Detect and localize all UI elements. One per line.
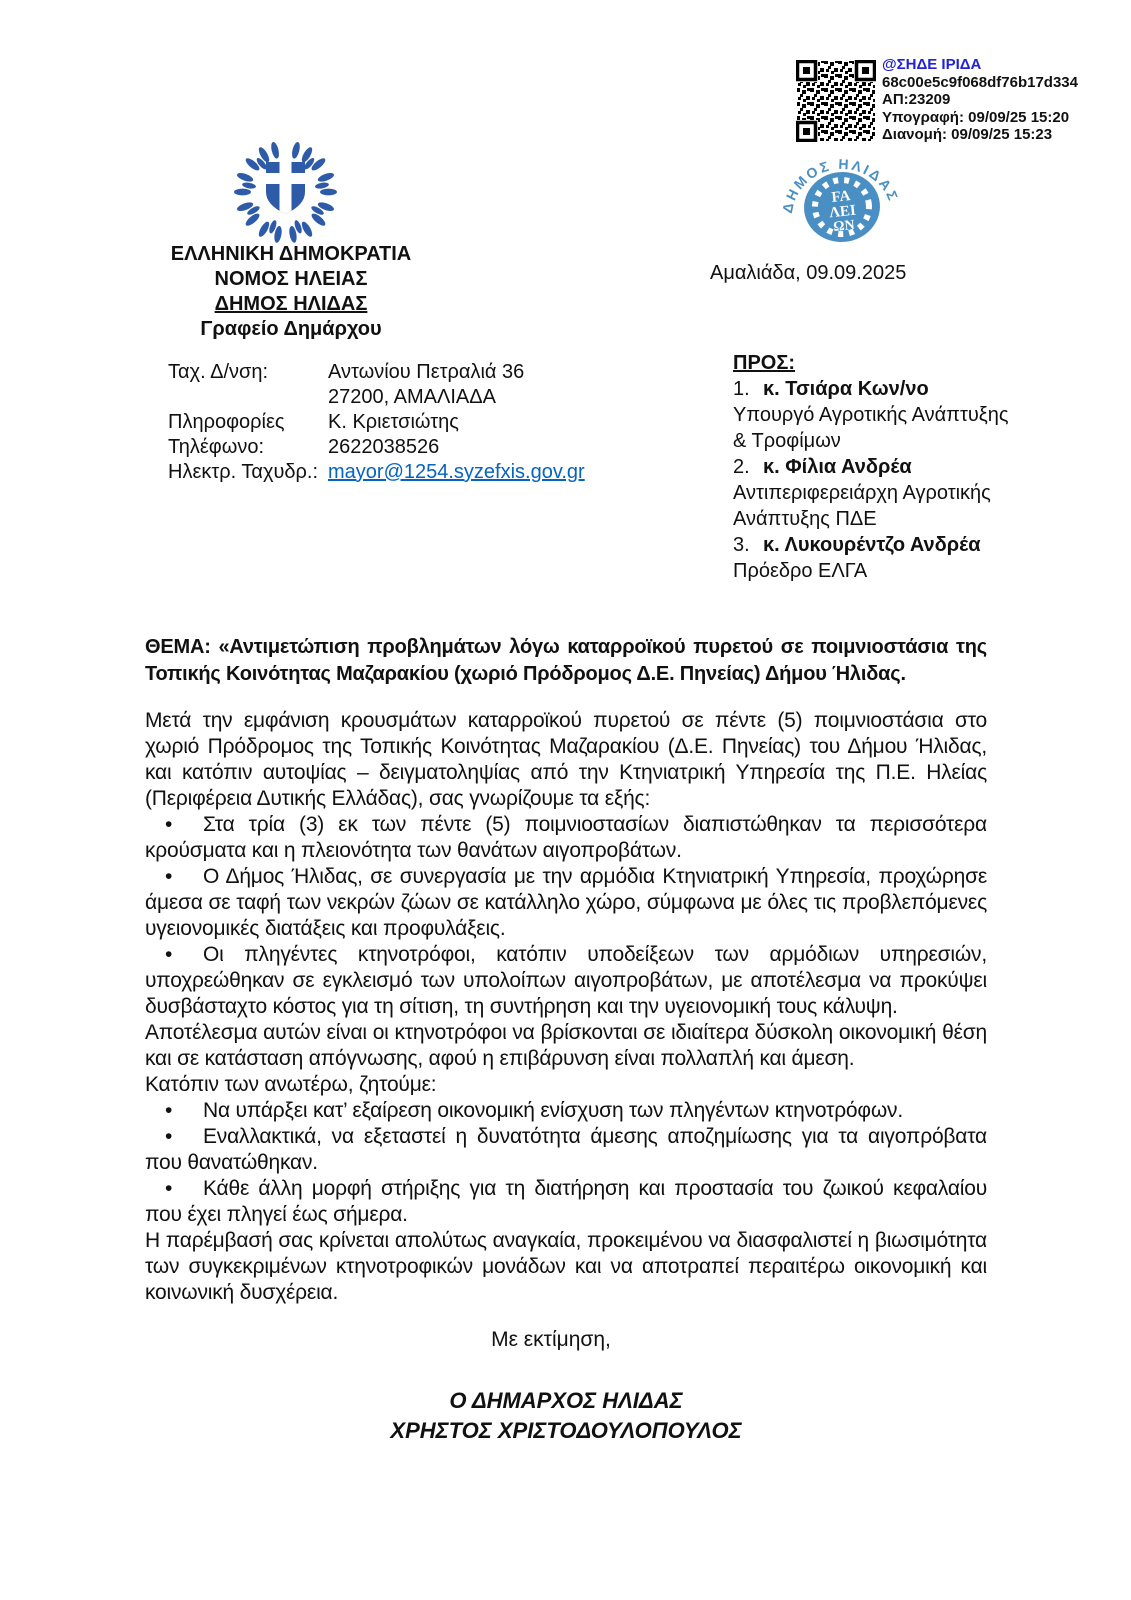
- contact-value: Αντωνίου Πετραλιά 36: [328, 361, 525, 383]
- contact-value: Κ. Κριετσιώτης: [328, 411, 459, 433]
- seal-center-line1: FA: [830, 188, 852, 206]
- header-republic: ΕΛΛΗΝΙΚΗ ΔΗΜΟΚΡΑΤΙΑ: [170, 243, 412, 265]
- recipients-list: [733, 376, 1025, 584]
- seal-arc-text: ΔΗΜΟΣ ΗΛΙΔΑΣ: [778, 155, 903, 215]
- body-paragraph-text: Η παρέμβασή σας κρίνεται απολύτως αναγκαία, προκειμένου να διασφαλιστεί η βιωσιμότητα των συγκεκριμένων κτηνοτροφικών μονάδων και να αποτραπεί περαιτέρω οικονομική και κοινωνική δυσχέρεια.: [145, 1229, 987, 1304]
- recipient-number: 1.: [733, 378, 750, 400]
- signer-name: ΧΡΗΣΤΟΣ ΧΡΙΣΤΟΔΟΥΛΟΠΟΥΛΟΣ: [390, 1418, 742, 1443]
- contact-label: Τηλέφωνο:: [168, 436, 265, 458]
- body-paragraph: [145, 1228, 987, 1306]
- body-paragraph: [145, 864, 987, 942]
- municipal-seal: [778, 145, 910, 260]
- iris-stamp-label: @ΣΗΔΕ ΙΡΙΔΑ: [882, 56, 982, 73]
- qr-finder-top-left: [796, 60, 818, 82]
- recipient-name: κ. Φίλια Ανδρέα: [763, 456, 912, 478]
- recipients-title: ΠΡΟΣ:: [733, 352, 796, 374]
- contact-label: Ταχ. Δ/νση:: [168, 361, 269, 383]
- iris-stamp-text: [882, 56, 1078, 144]
- body-paragraph: [145, 1072, 987, 1098]
- recipient-name-line: [733, 376, 1025, 402]
- bullet-marker: •: [165, 1177, 173, 1200]
- body-paragraph: [145, 1020, 987, 1072]
- header-prefecture: ΝΟΜΟΣ ΗΛΕΙΑΣ: [214, 268, 368, 290]
- recipient-number: 2.: [733, 456, 750, 478]
- body-paragraph: [145, 942, 987, 1020]
- body-paragraph-text: Ο Δήμος Ήλιδας, σε συνεργασία με την αρμόδια Κτηνιατρική Υπηρεσία, προχώρησε άμεσα σε ταφή των νεκρών ζώων σε κατάλληλο χώρο, σύμφωνα με όλες τις προβλεπόμενες υγειονομικές διατάξεις και προφυλάξεις.: [145, 865, 987, 940]
- body-paragraph: [145, 1176, 987, 1228]
- bullet-marker: •: [165, 943, 173, 966]
- contact-row: [168, 435, 585, 460]
- contact-row: [168, 460, 585, 485]
- contact-row: [168, 385, 585, 410]
- bullet-marker: •: [165, 1099, 173, 1122]
- recipient-name-line: [733, 532, 1025, 558]
- body-paragraph-text: Οι πληγέντες κτηνοτρόφοι, κατόπιν υποδείξεων των αρμόδιων υπηρεσιών, υποχρεώθηκαν σε εγκλεισμό των υπολοίπων αιγοπροβάτων, με αποτέλεσμα να προκύψει δυσβάσταχτο κόστος για τη σίτιση, τη συντήρηση και την υγειονομική τους κάλυψη.: [145, 943, 987, 1018]
- bullet-marker: •: [165, 1125, 173, 1148]
- qr-finder-top-right: [854, 60, 876, 82]
- qr-finder-bottom-left: [796, 120, 818, 142]
- body-paragraph-text: Μετά την εμφάνιση κρουσμάτων καταρροϊκού πυρετού σε πέντε (5) ποιμνιοστάσια στο χωριό Πρόδρομος της Τοπικής Κοινότητας Μαζαρακίου (Δ.Ε. Πηνείας) του Δήμου Ήλιδας, και κατόπιν αυτοψίας – δειγματοληψίας από την Κτηνιατρική Υπηρεσία της Π.Ε. Ηλείας (Περιφέρεια Δυτικής Ελλάδας), σας γνωρίζουμε τα εξής:: [145, 709, 987, 810]
- recipient-number: 3.: [733, 534, 750, 556]
- recipient-role: Αντιπεριφερειάρχη Αγροτικής Ανάπτυξης ΠΔΕ: [733, 482, 991, 530]
- body-paragraph-text: Κατόπιν των ανωτέρω, ζητούμε:: [145, 1073, 437, 1096]
- body-paragraph-text: Εναλλακτικά, να εξεταστεί η δυνατότητα άμεσης αποζημίωσης για τα αιγοπρόβατα που θανατώθηκαν.: [145, 1125, 987, 1174]
- contact-row: [168, 360, 585, 385]
- body-paragraph: [145, 708, 987, 812]
- iris-stamp-hash: 68c00e5c9f068df76b17d334: [882, 73, 1078, 91]
- header-office: Γραφείο Δημάρχου: [200, 318, 382, 340]
- date-line: Αμαλιάδα, 09.09.2025: [710, 262, 907, 284]
- seal-center-line3: ΩΝ: [832, 217, 856, 235]
- header-municipality: ΔΗΜΟΣ ΗΛΙΔΑΣ: [214, 293, 368, 315]
- body-paragraph-text: Να υπάρξει κατ’ εξαίρεση οικονομική ενίσχυση των πληγέντων κτηνοτρόφων.: [203, 1099, 903, 1122]
- bullet-marker: •: [165, 813, 173, 836]
- qr-code-image: [796, 60, 876, 142]
- recipient-role: Υπουργό Αγροτικής Ανάπτυξης & Τροφίμων: [733, 404, 1009, 452]
- body-paragraph: [145, 812, 987, 864]
- body-paragraph: [145, 1124, 987, 1176]
- recipients-block: [733, 350, 1025, 584]
- body-paragraph-text: Κάθε άλλη μορφή στήριξης για τη διατήρηση και προστασία του ζωικού κεφαλαίου που έχει πληγεί έως σήμερα.: [145, 1177, 987, 1226]
- subject-paragraph: ΘΕΜΑ: «Αντιμετώπιση προβλημάτων λόγω καταρροϊκού πυρετού σε ποιμνιοστάσια της Τοπικής Κοινότητας Μαζαρακίου (χωριό Πρόδρομος Δ.Ε. Πηνείας) Δήμου Ήλιδας.: [145, 636, 987, 685]
- recipient-item: [733, 532, 1025, 584]
- iris-stamp-distribution-time: Διανομή: 09/09/25 15:23: [882, 126, 1053, 143]
- coat-of-arms: [228, 140, 343, 248]
- contact-value: 2622038526: [328, 436, 440, 458]
- contact-block: [168, 360, 585, 485]
- letter-body: [145, 708, 987, 1306]
- recipient-role: Πρόεδρο ΕΛΓΑ: [733, 560, 868, 582]
- qr-code: [796, 60, 876, 147]
- iris-stamp-signature-time: Υπογραφή: 09/09/25 15:20: [882, 108, 1070, 126]
- contact-value: 27200, ΑΜΑΛΙΑΔΑ: [328, 386, 496, 408]
- contact-label: Πληροφορίες: [168, 411, 285, 433]
- contact-label: Ηλεκτρ. Ταχυδρ.:: [168, 461, 319, 483]
- recipient-name: κ. Λυκουρέντζο Ανδρέα: [763, 534, 981, 556]
- recipient-name: κ. Τσιάρα Κων/νο: [763, 378, 929, 400]
- seal-center-line2: ΛΕΙ: [828, 202, 857, 222]
- gov-header: [150, 242, 432, 342]
- recipient-item: [733, 454, 1025, 532]
- contact-row: [168, 410, 585, 435]
- recipient-name-line: [733, 454, 1025, 480]
- signer-title: Ο ΔΗΜΑΡΧΟΣ ΗΛΙΔΑΣ: [449, 1388, 683, 1413]
- shield-cross: [266, 162, 305, 214]
- body-paragraph-text: Αποτέλεσμα αυτών είναι οι κτηνοτρόφοι να βρίσκονται σε ιδιαίτερα δύσκολη οικονομική θέση και σε κατάσταση απόγνωσης, αφού η επιβάρυνση είναι πολλαπλή και άμεση.: [145, 1021, 987, 1070]
- email-link[interactable]: mayor@1254.syzefxis.gov.gr: [328, 461, 585, 483]
- salutation: Με εκτίμηση,: [491, 1328, 611, 1351]
- recipient-item: [733, 376, 1025, 454]
- body-paragraph: [145, 1098, 987, 1124]
- signature-block: [145, 1386, 987, 1446]
- iris-stamp-protocol: ΑΠ:23209: [882, 91, 951, 108]
- body-paragraph-text: Στα τρία (3) εκ των πέντε (5) ποιμνιοστασίων διαπιστώθηκαν τα περισσότερα κρούσματα και η πλειονότητα των θανάτων αιγοπροβάτων.: [145, 813, 987, 862]
- bullet-marker: •: [165, 865, 173, 888]
